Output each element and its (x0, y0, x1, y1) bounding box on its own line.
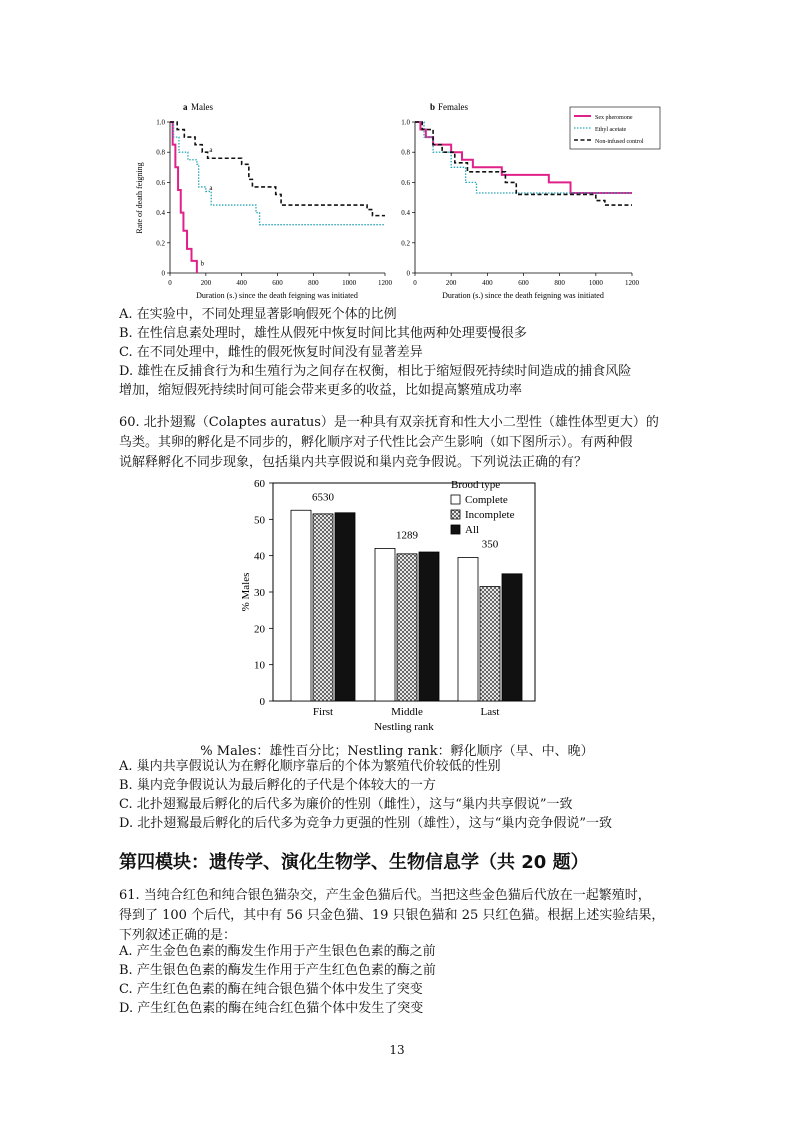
x-tick-label: 1200 (625, 279, 639, 287)
bar-y-label: % Males (240, 572, 252, 612)
bar-category-label: Middle (391, 706, 423, 718)
legend-swatch-complete (451, 495, 460, 504)
q60-option-b: B. 巢内竞争假说认为最后孵化的子代是个体较大的一方 (119, 778, 436, 793)
y-tick-label: 0 (161, 269, 165, 278)
panel-b-title: Females (438, 102, 468, 112)
y-tick-label: 0 (406, 269, 410, 278)
bar-y-tick-label: 50 (254, 514, 265, 527)
section-heading: 第四模块：遗传学、演化生物学、生物信息学（共 20 题） (119, 852, 589, 873)
q61-stem-line1: 61. 当纯合红色和纯合银色猫杂交，产生金色猫后代。当把这些金色猫后代放在一起繁殖时， (119, 888, 651, 903)
bar-y-tick-label: 30 (254, 587, 265, 599)
x-tick-label: 1000 (342, 279, 357, 287)
bar-legend-complete: Complete (465, 494, 508, 506)
series-ethyl-line (170, 122, 385, 225)
legend-swatch-incomplete (451, 510, 460, 519)
panel-b-legend (570, 107, 660, 149)
q60-stem-line2: 鸟类。其卵的孵化是不同步的，孵化顺序对子代性比会产生影响（如下图所示）。有两种假 (119, 435, 633, 450)
bar-legend-all: All (465, 524, 480, 536)
bar-legend-title: Brood type (451, 479, 501, 491)
y-tick-label: 1.0 (401, 118, 410, 127)
death-feigning-figure (115, 95, 665, 305)
sex-ratio-bar-chart (235, 472, 555, 737)
bar-category-label: First (312, 706, 334, 718)
bar-all (502, 574, 522, 701)
y-tick-label: 0.2 (401, 239, 410, 248)
q60-option-a: A. 巢内共享假说认为在孵化顺序靠后的个体为繁殖代价较低的性别 (119, 759, 501, 774)
page-number: 13 (389, 1043, 405, 1057)
legend-ethyl-acetate: Ethyl acetate (595, 127, 627, 133)
q60-figure-caption: % Males：雄性百分比；Nestling rank：孵化顺序（早、中、晚） (200, 744, 594, 759)
q59-option-d: D. 雄性在反捕食行为和生殖行为之间存在权衡，相比于缩短假死持续时间造成的捕食风险 (119, 364, 632, 379)
bar-y-tick-label: 0 (259, 696, 265, 708)
panel-b-x-label: Duration (s.) since the death feigning was initiated (442, 291, 604, 300)
q61-option-a: A. 产生金色色素的酶发生作用于产生银色色素的酶之前 (119, 944, 436, 959)
q60-option-c: C. 北扑翅鴷最后孵化的后代多为廉价的性别（雌性），这与“巢内共享假说”一致 (119, 797, 573, 812)
x-tick-label: 200 (200, 279, 212, 287)
bar-complete (291, 510, 311, 701)
y-tick-label: 0.6 (156, 178, 165, 187)
panel-b-letter: b (430, 102, 436, 112)
q59-option-c: C. 在不同处理中，雌性的假死恢复时间没有显著差异 (119, 345, 423, 360)
series-sex-line (170, 122, 197, 273)
bar-y-tick-label: 10 (254, 659, 265, 672)
bar-incomplete (397, 554, 417, 701)
bar-x-label: Nestling rank (374, 721, 434, 733)
panel-a-y-label: Rate of death feigning (135, 162, 144, 234)
bar-all (419, 552, 439, 701)
q59-option-a: A. 在实验中，不同处理显著影响假死个体的比例 (119, 307, 397, 322)
bar-incomplete (480, 587, 500, 701)
significance-letter: a (209, 183, 213, 192)
x-tick-label: 1000 (588, 279, 603, 287)
bar-complete (375, 548, 395, 701)
q61-stem-line2: 得到了 100 个后代，其中有 56 只金色猫、19 只银色猫和 25 只红色猫。根据上述实验结果， (119, 908, 665, 923)
x-tick-label: 600 (518, 279, 529, 287)
legend-swatch-all (451, 525, 460, 534)
x-tick-label: 800 (554, 279, 565, 287)
panel-a-x-label: Duration (s.) since the death feigning was initiated (196, 291, 358, 300)
q61-option-c: C. 产生红色色素的酶在纯合银色猫个体中发生了突变 (119, 982, 423, 997)
bar-sample-size: 6530 (312, 491, 334, 504)
x-tick-label: 1200 (378, 279, 392, 287)
q59-option-d-cont: 增加，缩短假死持续时间可能会带来更多的收益，比如提高繁殖成功率 (119, 383, 523, 398)
q61-option-d: D. 产生红色色素的酶在纯合红色猫个体中发生了突变 (119, 1001, 424, 1016)
bar-y-tick-label: 60 (254, 478, 265, 490)
y-tick-label: 0.6 (401, 178, 410, 187)
y-tick-label: 0.4 (401, 209, 410, 218)
significance-letter: b (200, 259, 204, 268)
x-tick-label: 400 (236, 279, 247, 287)
x-tick-label: 400 (482, 279, 493, 287)
x-tick-label: 0 (413, 279, 417, 287)
y-tick-label: 0.4 (156, 209, 165, 218)
q61-option-b: B. 产生银色色素的酶发生作用于产生红色色素的酶之前 (119, 963, 436, 978)
x-tick-label: 0 (168, 279, 172, 287)
bar-y-tick-label: 40 (254, 550, 265, 563)
bar-category-label: Last (480, 706, 500, 718)
bar-legend-incomplete: Incomplete (465, 509, 515, 521)
bar-all (335, 513, 355, 701)
x-tick-label: 600 (272, 279, 283, 287)
panel-a-letter: a (183, 102, 188, 112)
significance-letter: a (209, 146, 213, 155)
y-tick-label: 0.2 (156, 239, 165, 248)
bar-sample-size: 1289 (396, 529, 418, 542)
panel-a-title: Males (191, 102, 213, 112)
bar-legend (451, 479, 515, 536)
panel-a-plot (156, 119, 392, 288)
bar-sample-size: 350 (481, 538, 499, 551)
series-control-line (170, 122, 385, 216)
y-tick-label: 0.8 (156, 148, 165, 157)
q60-option-d: D. 北扑翅鴷最后孵化的后代多为竞争力更强的性别（雄性），这与“巢内竞争假说”一致 (119, 816, 613, 831)
bar-incomplete (313, 514, 333, 701)
x-tick-label: 200 (445, 279, 457, 287)
y-tick-label: 0.8 (401, 148, 410, 157)
bar-y-tick-label: 20 (254, 623, 265, 636)
x-tick-label: 800 (308, 279, 319, 287)
q59-option-b: B. 在性信息素处理时，雄性从假死中恢复时间比其他两种处理要慢很多 (119, 326, 527, 341)
bar-complete (458, 557, 478, 701)
legend-sex-pheromone: Sex pheromone (595, 115, 633, 121)
legend-non-infused-control: Non-infused control (595, 139, 644, 145)
y-tick-label: 1.0 (156, 118, 165, 127)
q60-stem-line1: 60. 北扑翅鴷（Colaptes auratus）是一种具有双亲抚育和性大小二型性（雄性体型更大）的 (119, 415, 659, 430)
q60-stem-line3: 说解释孵化不同步现象，包括巢内共享假说和巢内竞争假说。下列说法正确的有？ (119, 455, 588, 470)
q61-stem-line3: 下列叙述正确的是： (119, 928, 237, 943)
